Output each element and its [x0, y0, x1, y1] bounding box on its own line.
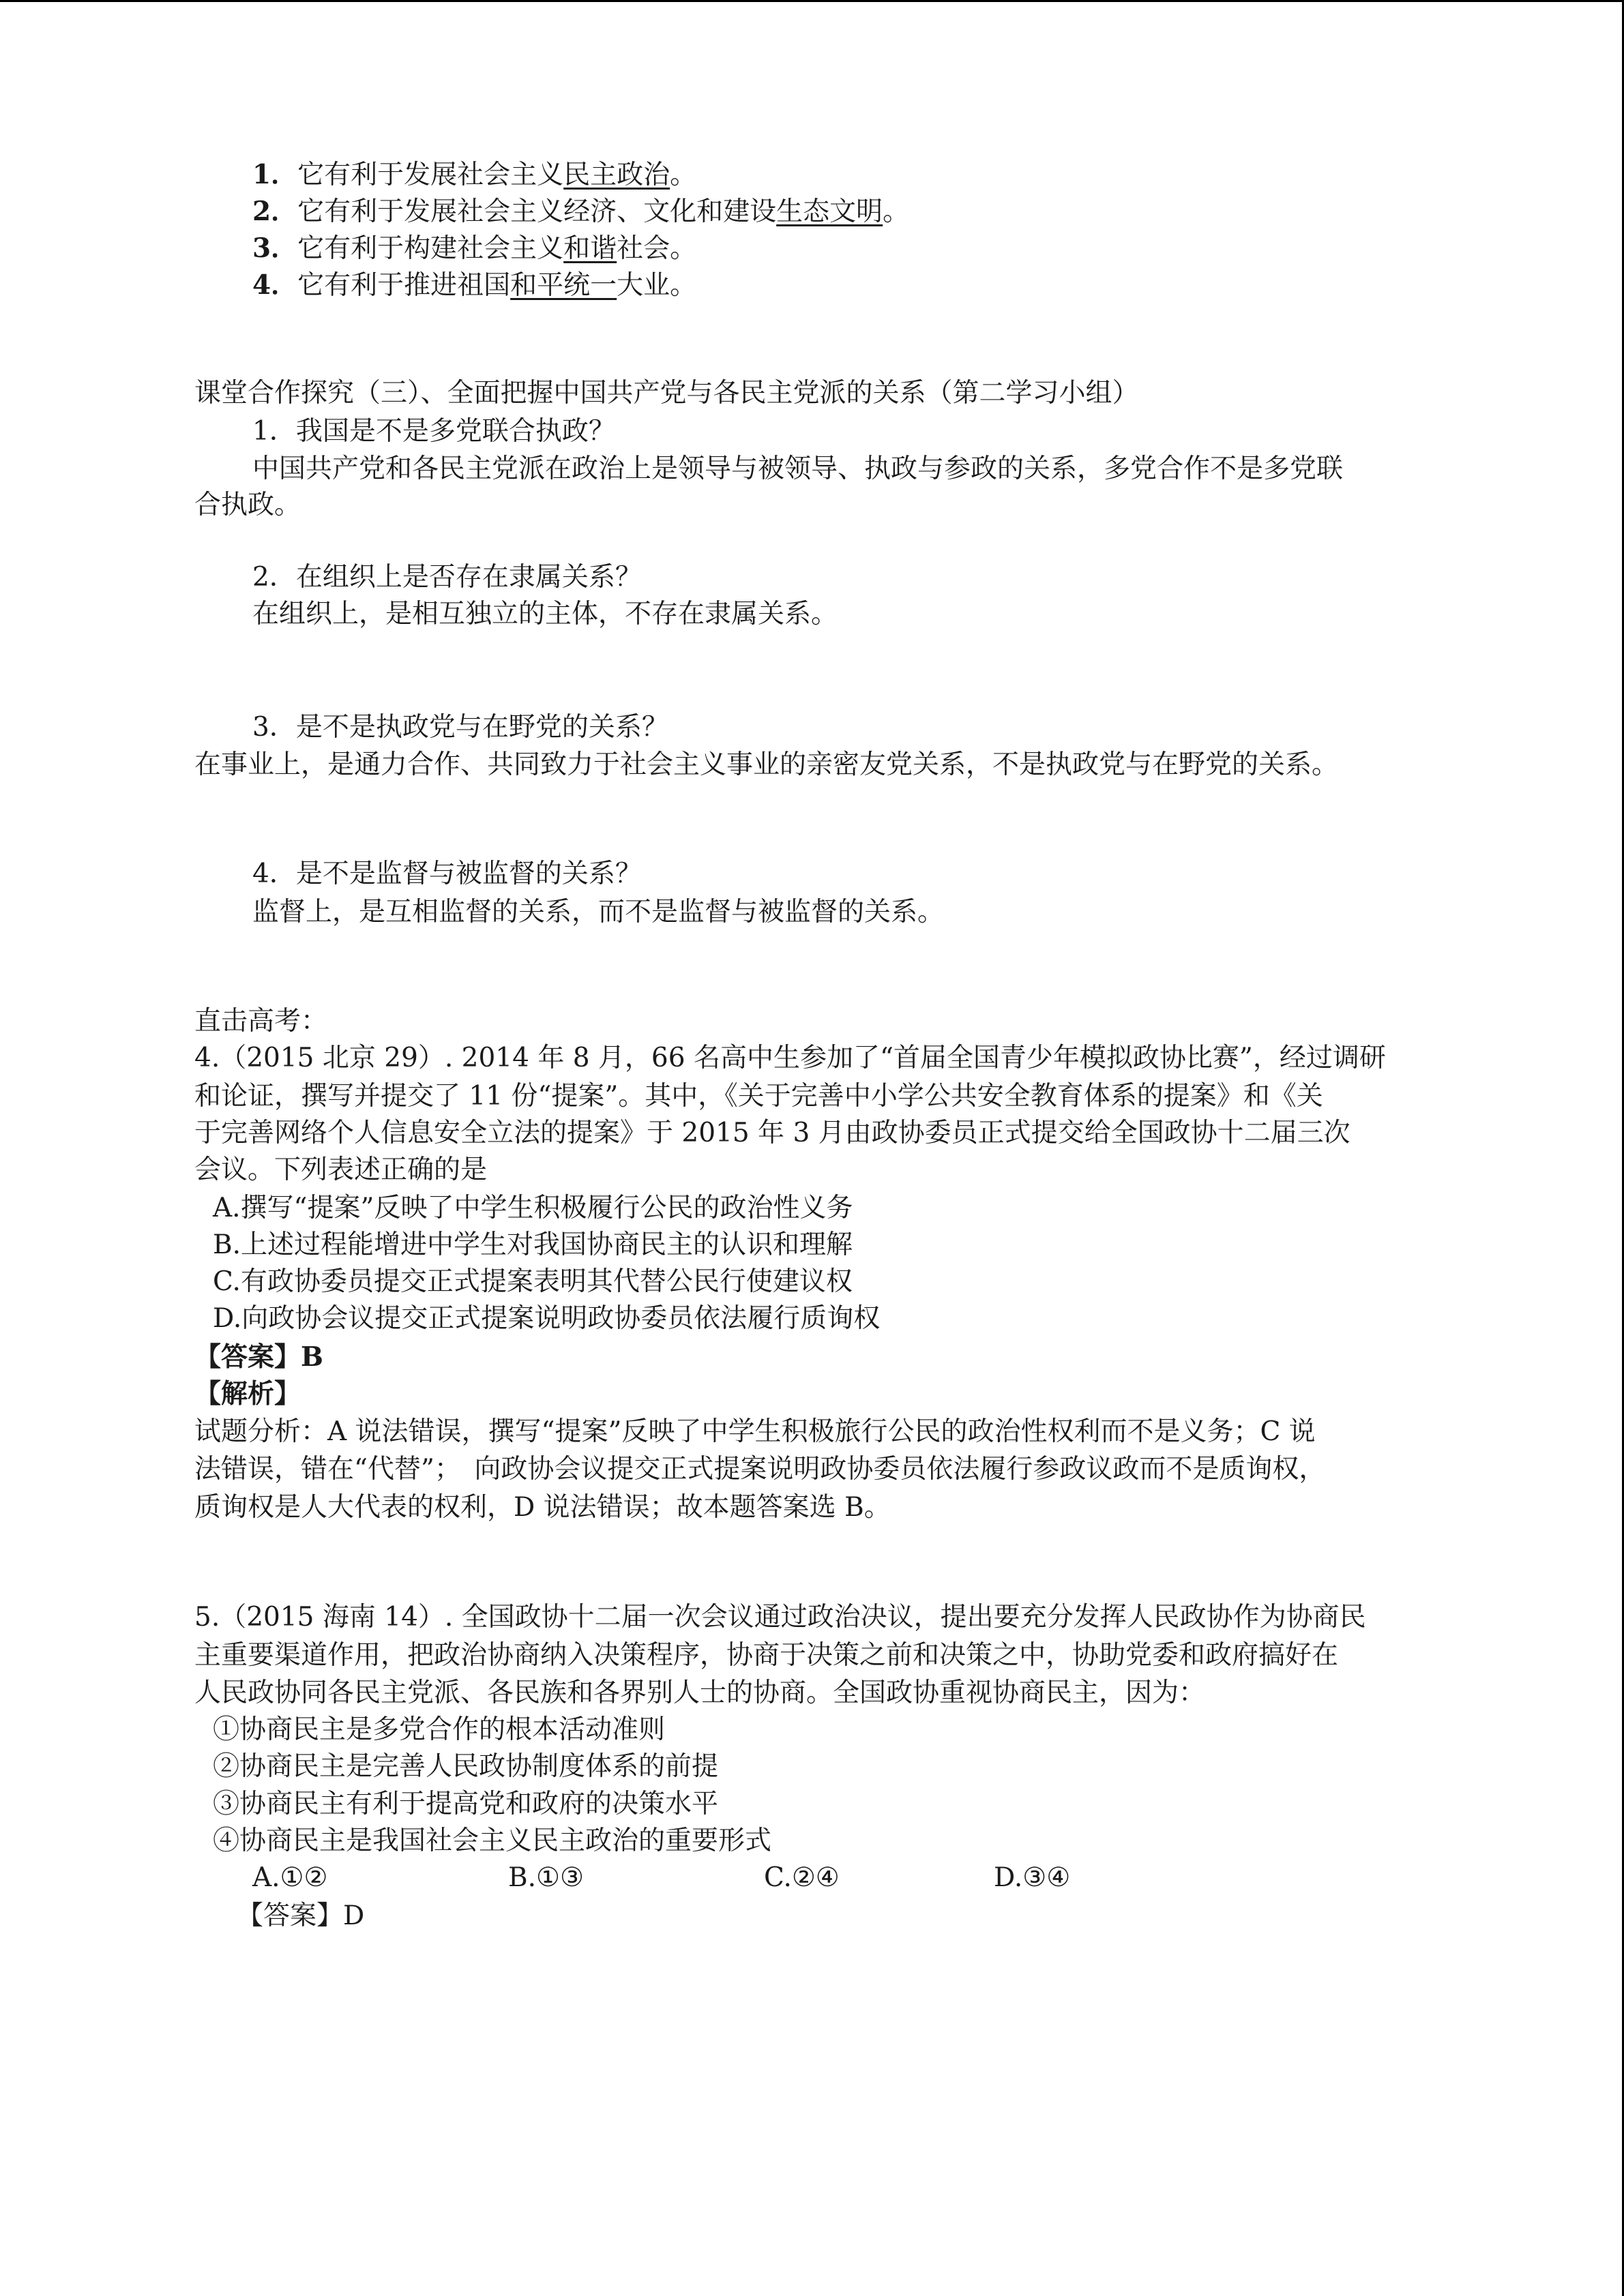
page-border-top — [0, 0, 1624, 2]
q4-answer: 【答案】B — [194, 1341, 323, 1373]
q4-option-a: A.撰写“提案”反映了中学生积极履行公民的政治性义务 — [213, 1193, 853, 1223]
q4-option-d: D.向政协会议提交正式提案说明政协委员依法履行质询权 — [213, 1303, 881, 1334]
benefit-item-4 — [252, 266, 696, 305]
q5-statement-2: ②协商民主是完善人民政协制度体系的前提 — [213, 1751, 719, 1782]
item-number: 1． — [252, 159, 298, 190]
item-number: 3． — [252, 233, 298, 264]
question-2: 2．在组织上是否存在隶属关系？ — [252, 562, 642, 593]
item-text-end: 。 — [883, 196, 910, 227]
q4-stem-line-2: 和论证，撰写并提交了 11 份“提案”。其中，《关于完善中小学公共安全教育体系的提案》和《关 — [194, 1081, 1323, 1112]
benefit-item-1 — [252, 155, 696, 194]
q4-option-b: B.上述过程能增进中学生对我国协商民主的认识和理解 — [213, 1229, 853, 1260]
item-text: 它有利于推进祖国 — [297, 270, 511, 301]
q4-analysis-line-1: 试题分析：A 说法错误，撰写“提案”反映了中学生积极旅行公民的政治性权利而不是义务；C 说 — [194, 1416, 1316, 1447]
q5-choice-c: C.②④ — [764, 1862, 840, 1893]
item-text: 它有利于发展社会主义经济、文化和建设 — [297, 196, 777, 227]
q4-analysis-label: 【解析】 — [194, 1378, 301, 1410]
answer-3: 在事业上，是通力合作、共同致力于社会主义事业的亲密友党关系，不是执政党与在野党的关系。 — [194, 749, 1339, 780]
q5-answer: 【答案】D — [237, 1900, 365, 1931]
benefit-item-3 — [252, 229, 696, 268]
question-4: 4．是不是监督与被监督的关系？ — [252, 859, 642, 889]
q5-stem-line-3: 人民政协同各民主党派、各民族和各界别人士的协商。全国政协重视协商民主，因为： — [194, 1678, 1206, 1708]
item-text-end: 社会。 — [617, 233, 697, 264]
item-text-end: 。 — [670, 160, 697, 190]
underlined-keyword: 和平统一 — [510, 270, 617, 301]
item-text: 它有利于构建社会主义 — [297, 233, 564, 264]
q5-stem-line-1: 5.（2015 海南 14）. 全国政协十二届一次会议通过政治决议，提出要充分发挥人民政协作为协商民 — [194, 1602, 1366, 1632]
item-number: 2． — [252, 196, 298, 227]
item-text-end: 大业。 — [617, 270, 697, 301]
q5-choice-a: A.①② — [252, 1862, 328, 1893]
answer-1-line-1: 中国共产党和各民主党派在政治上是领导与被领导、执政与参政的关系，多党合作不是多党联 — [252, 453, 1344, 484]
q4-option-c: C.有政协委员提交正式提案表明其代替公民行使建议权 — [213, 1266, 853, 1297]
underlined-keyword: 生态文明 — [776, 196, 883, 227]
section-title: 课堂合作探究（三）、全面把握中国共产党与各民主党派的关系（第二学习小组） — [194, 378, 1139, 408]
underlined-keyword: 民主政治 — [563, 160, 670, 190]
question-3: 3．是不是执政党与在野党的关系？ — [252, 712, 668, 743]
underlined-keyword: 和谐 — [563, 233, 617, 264]
q4-stem-line-4: 会议。下列表述正确的是 — [194, 1154, 488, 1185]
exam-heading: 直击高考： — [194, 1006, 328, 1037]
q5-statement-4: ④协商民主是我国社会主义民主政治的重要形式 — [213, 1825, 772, 1856]
q5-statement-3: ③协商民主有利于提高党和政府的决策水平 — [213, 1789, 719, 1819]
q4-stem-line-1: 4.（2015 北京 29）. 2014 年 8 月，66 名高中生参加了“首届全国青少年模拟政协比赛”，经过调研 — [194, 1043, 1386, 1073]
answer-2: 在组织上，是相互独立的主体，不存在隶属关系。 — [252, 599, 838, 629]
q4-stem-line-3: 于完善网络个人信息安全立法的提案》于 2015 年 3 月由政协委员正式提交给全国政协十二届三次 — [194, 1118, 1350, 1148]
benefit-item-2 — [252, 192, 909, 231]
q5-statement-1: ①协商民主是多党合作的根本活动准则 — [213, 1714, 666, 1745]
q5-choice-b: B.①③ — [508, 1862, 584, 1893]
item-number: 4． — [252, 269, 298, 301]
question-1: 1．我国是不是多党联合执政？ — [252, 416, 615, 447]
q5-choice-d: D.③④ — [994, 1862, 1071, 1893]
q5-stem-line-2: 主重要渠道作用，把政治协商纳入决策程序，协商于决策之前和决策之中，协助党委和政府搞好在 — [194, 1640, 1339, 1671]
answer-1-line-2: 合执政。 — [194, 490, 301, 520]
q4-analysis-line-3: 质询权是人大代表的权利，D 说法错误；故本题答案选 B。 — [194, 1492, 891, 1523]
q4-analysis-line-2: 法错误，错在“代替”； 向政协会议提交正式提案说明政协委员依法履行参政议政而不是质询权， — [194, 1454, 1326, 1485]
answer-4: 监督上，是互相监督的关系，而不是监督与被监督的关系。 — [252, 897, 945, 927]
item-text: 它有利于发展社会主义 — [297, 160, 564, 190]
